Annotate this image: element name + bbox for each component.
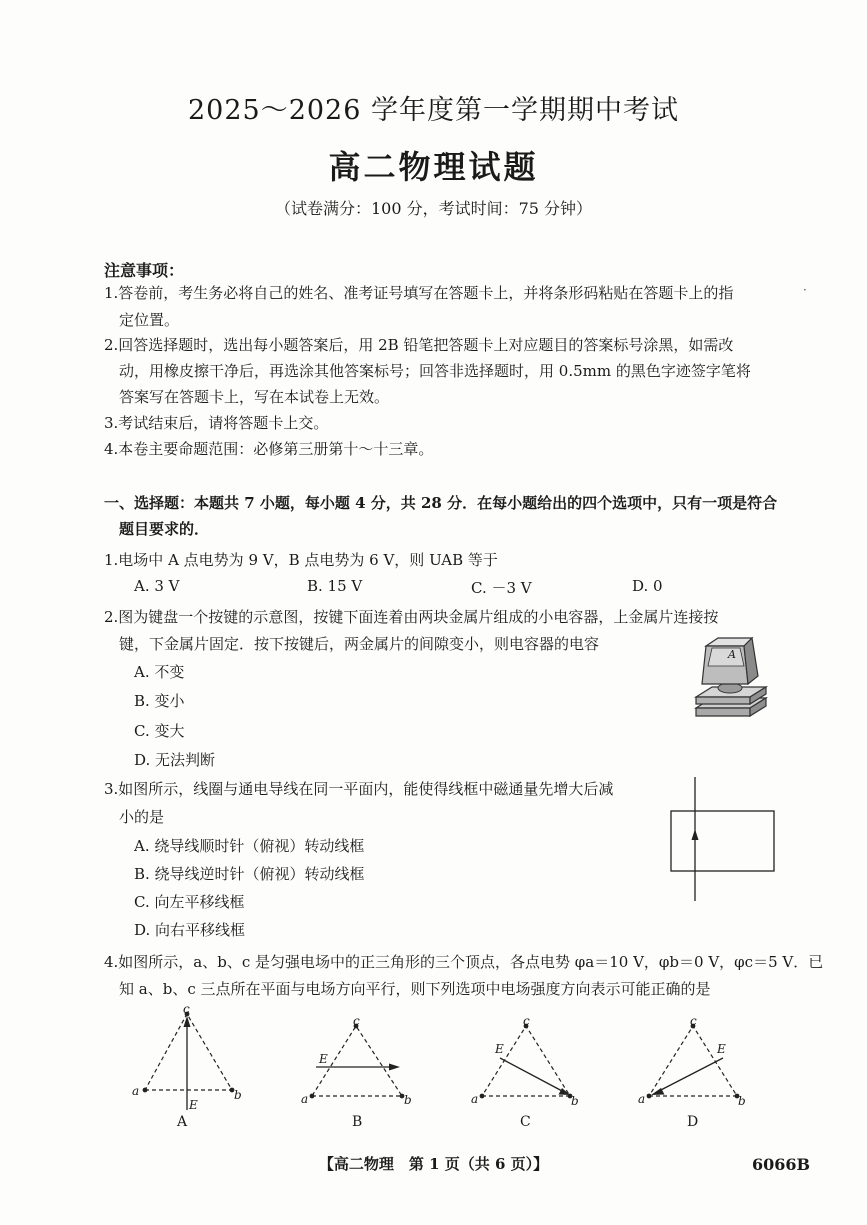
- section-heading-cont: 题目要求的．: [119, 520, 210, 538]
- figure-label: A: [177, 1114, 188, 1130]
- vertex-a: a: [638, 1092, 646, 1106]
- figure-label: C: [520, 1114, 531, 1130]
- question-2-stem: 2.图为键盘一个按键的示意图，按键下面连着由两块金属片组成的小电容器，上金属片连接按: [104, 608, 719, 626]
- notice-line: 2.回答选择题时，选出每小题答案后，用 2B 铅笔把答题卡上对应题目的答案标号涂黑，如需改: [104, 336, 734, 354]
- coil-wire-figure: [665, 773, 780, 905]
- vertex-c: c: [523, 1014, 530, 1028]
- field-label-e: E: [495, 1042, 504, 1056]
- section-heading: 一、选择题：本题共 7 小题，每小题 4 分，共 28 分．在每小题给出的四个选项中，只有一项是符合: [104, 494, 778, 512]
- triangle-figure-b: [300, 1010, 410, 1132]
- question-2-option-b: B. 变小: [134, 692, 185, 710]
- vertex-a: a: [471, 1092, 479, 1106]
- vertex-b: b: [738, 1094, 746, 1108]
- question-2-option-a: A. 不变: [134, 663, 185, 681]
- triangle-figure-c: [470, 1010, 580, 1132]
- question-2-stem-cont: 键，下金属片固定．按下按键后，两金属片的间隙变小，则电容器的电容: [119, 635, 600, 653]
- figure-label: D: [687, 1114, 699, 1130]
- question-3-option-d: D. 向右平移线框: [134, 921, 246, 939]
- keyboard-key-figure: [692, 636, 770, 728]
- key-label: A: [728, 648, 736, 661]
- stray-mark: ·: [803, 283, 807, 297]
- question-4-stem: 4.如图所示，a、b、c 是匀强电场中的正三角形的三个顶点，各点电势 φa＝10 V，φb＝0 V，φc＝5 V．已: [104, 953, 824, 971]
- triangle-figure-d: [637, 1010, 752, 1132]
- question-3-stem: 3.如图所示，线圈与通电导线在同一平面内，能使得线框中磁通量先增大后减: [104, 780, 614, 798]
- notice-line: 1.答卷前，考生务必将自己的姓名、准考证号填写在答题卡上，并将条形码粘贴在答题卡上的指: [104, 284, 734, 302]
- notice-line: 3.考试结束后，请将答题卡上交。: [104, 414, 329, 432]
- page-footer: 【高二物理 第 1 页（共 6 页）】: [318, 1155, 549, 1173]
- question-2-option-d: D. 无法判断: [134, 751, 216, 769]
- field-label-e: E: [319, 1052, 328, 1066]
- vertex-a: a: [301, 1092, 309, 1106]
- field-label-e: E: [717, 1042, 726, 1056]
- question-1-option-b: B. 15 V: [307, 577, 363, 595]
- question-1-option-c: C. －3 V: [471, 579, 532, 597]
- vertex-c: c: [353, 1014, 360, 1028]
- vertex-b: b: [404, 1093, 412, 1107]
- subject-title: 高二物理试题: [328, 148, 539, 186]
- question-3-option-a: A. 绕导线顺时针（俯视）转动线框: [134, 837, 365, 855]
- notice-line: 答案写在答题卡上，写在本试卷上无效。: [119, 388, 390, 406]
- paper-code: 6066B: [752, 1155, 811, 1174]
- question-2-option-c: C. 变大: [134, 722, 185, 740]
- figure-label: B: [352, 1114, 363, 1130]
- triangle-figure-a: [125, 1002, 245, 1132]
- question-1-option-a: A. 3 V: [134, 577, 180, 595]
- question-4-stem-cont: 知 a、b、c 三点所在平面与电场方向平行，则下列选项中电场强度方向表示可能正确的是: [119, 980, 711, 998]
- question-3-stem-cont: 小的是: [119, 808, 165, 826]
- exam-title: 2025～2026 学年度第一学期期中考试: [187, 95, 679, 126]
- question-1-stem: 1.电场中 A 点电势为 9 V，B 点电势为 6 V，则 UAB 等于: [104, 551, 498, 569]
- notice-line: 4.本卷主要命题范围：必修第三册第十～十三章。: [104, 440, 434, 458]
- vertex-c: c: [690, 1014, 697, 1028]
- notice-line: 动，用橡皮擦干净后，再选涂其他答案标号；回答非选择题时，用 0.5mm 的黑色字迹签字笔将: [119, 362, 751, 380]
- question-3-option-c: C. 向左平移线框: [134, 893, 245, 911]
- field-label-e: E: [189, 1098, 198, 1112]
- notice-heading: 注意事项：: [104, 261, 185, 280]
- exam-info: （试卷满分：100 分，考试时间：75 分钟）: [274, 199, 593, 218]
- vertex-c: c: [183, 1002, 190, 1016]
- vertex-a: a: [132, 1084, 140, 1098]
- question-1-option-d: D. 0: [632, 577, 663, 595]
- question-3-option-b: B. 绕导线逆时针（俯视）转动线框: [134, 865, 365, 883]
- notice-line: 定位置。: [119, 311, 180, 329]
- vertex-b: b: [571, 1094, 579, 1108]
- vertex-b: b: [234, 1088, 242, 1102]
